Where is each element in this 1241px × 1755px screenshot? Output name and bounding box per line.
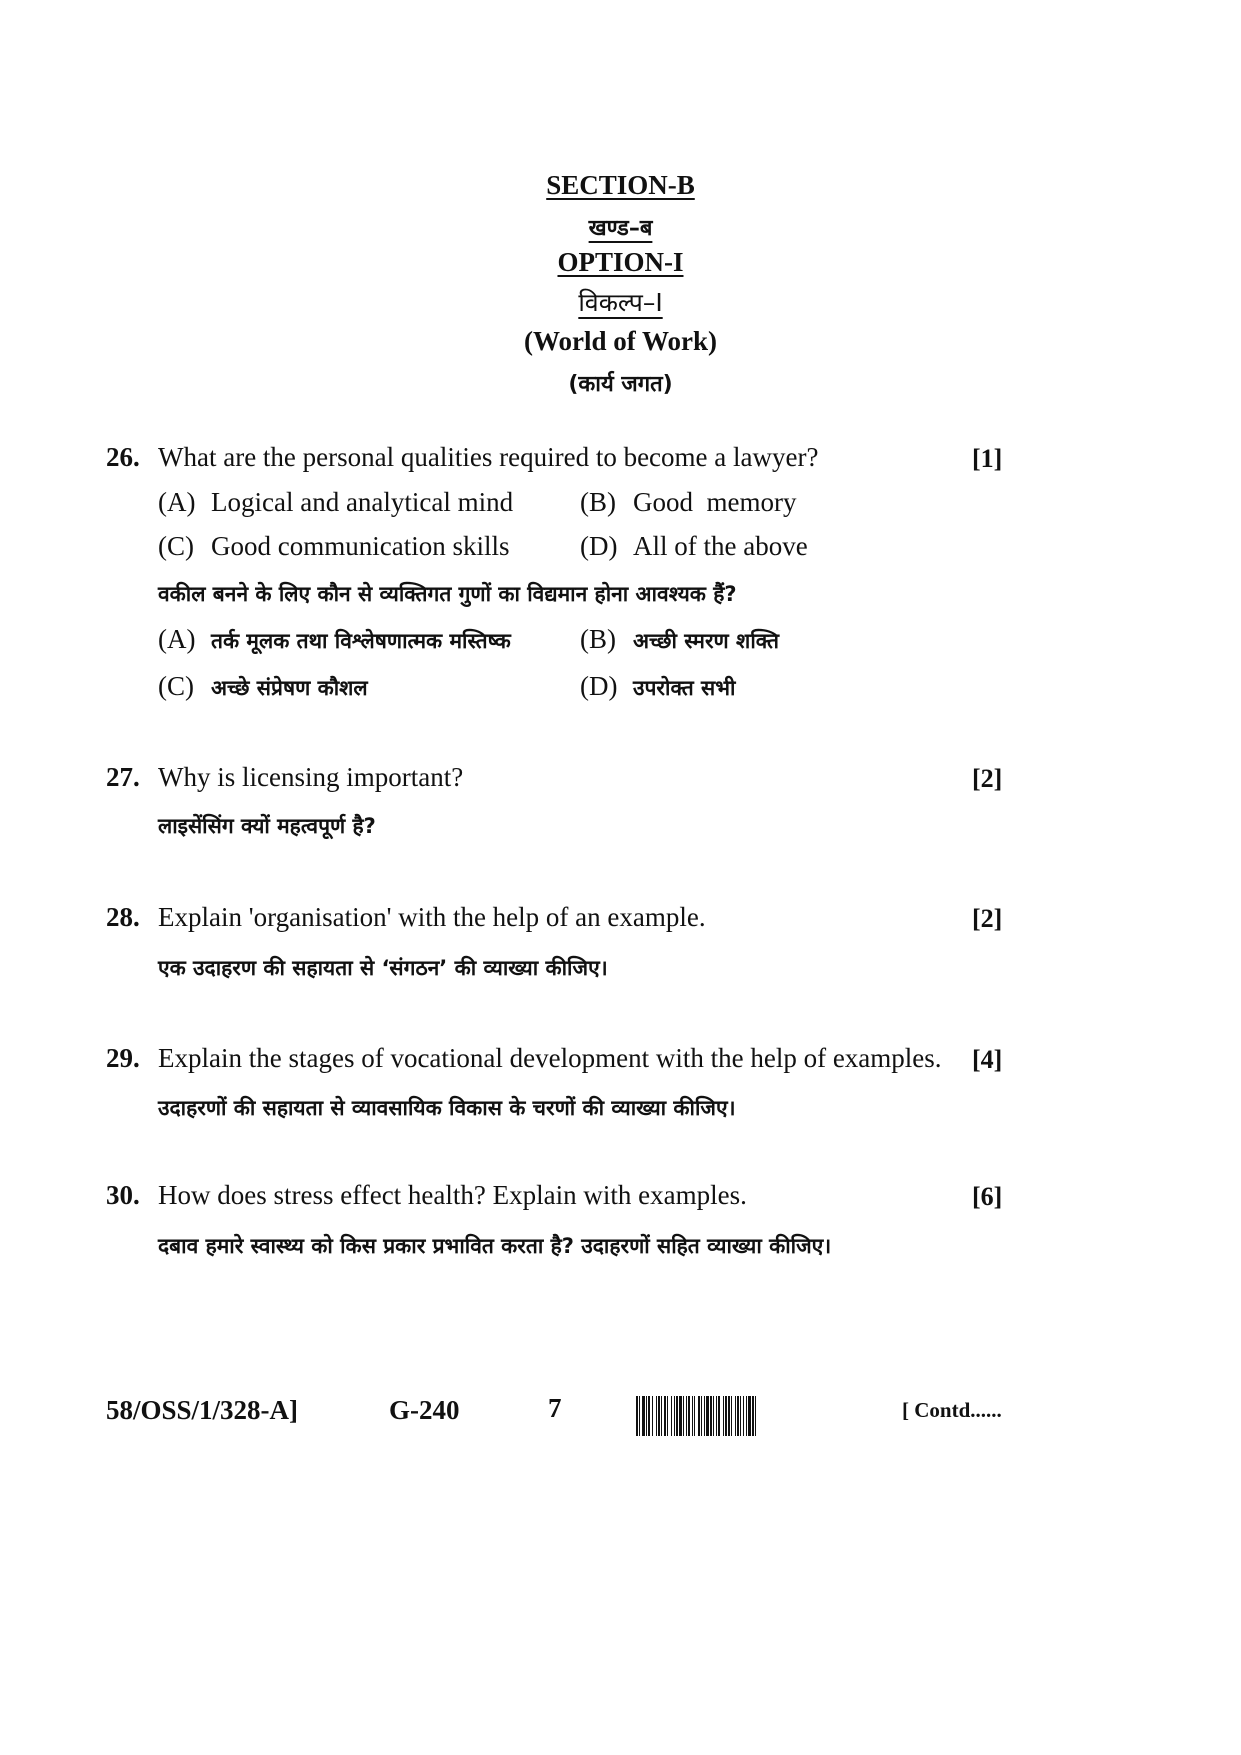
question-number: 27. — [106, 762, 140, 792]
question-text: How does stress effect health? Explain with examples. — [158, 1180, 747, 1210]
question-text-hindi: दबाव हमारे स्वास्थ्य को किस प्रकार प्रभावित करता है? उदाहरणों सहित व्याख्या कीजिए। — [158, 1234, 832, 1258]
question-number: 30. — [106, 1180, 140, 1210]
option-text-hindi: अच्छे संप्रेषण कौशल — [211, 676, 368, 700]
question-number: 28. — [106, 902, 140, 932]
barcode — [636, 1396, 876, 1436]
question-text: Explain 'organisation' with the help of an example. — [158, 902, 706, 932]
option-label: (C) — [158, 531, 194, 561]
option-text: Good memory — [633, 487, 797, 517]
section-heading: SECTION-B — [546, 170, 695, 200]
question-marks: [1] — [972, 444, 1003, 473]
option-heading-hindi: विकल्प–I — [578, 288, 663, 317]
option-text-hindi: उपरोक्त सभी — [633, 676, 736, 700]
option-label: (D) — [580, 531, 618, 561]
option-label: (D) — [580, 671, 618, 701]
question-text: What are the personal qualities required to become a lawyer? — [158, 442, 819, 472]
question-text-hindi: वकील बनने के लिए कौन से व्यक्तिगत गुणों का विद्यमान होना आवश्यक हैं? — [158, 582, 737, 606]
continued-marker: [ Contd...... — [902, 1398, 1002, 1422]
subject-title-hindi: (कार्य जगत) — [568, 372, 673, 397]
question-text: Explain the stages of vocational development with the help of examples. — [158, 1043, 942, 1073]
question-text-hindi: उदाहरणों की सहायता से व्यावसायिक विकास के चरणों की व्याख्या कीजिए। — [158, 1096, 736, 1120]
subject-title: (World of Work) — [523, 326, 717, 356]
option-text: Logical and analytical mind — [211, 487, 514, 517]
question-number: 26. — [106, 442, 140, 472]
option-text: All of the above — [633, 531, 808, 561]
option-text-hindi: तर्क मूलक तथा विश्लेषणात्मक मस्तिष्क — [211, 629, 511, 653]
question-marks: [2] — [972, 764, 1003, 793]
page-number: 7 — [548, 1393, 562, 1423]
question-marks: [2] — [972, 904, 1003, 933]
section-heading-hindi: खण्ड–ब — [588, 216, 653, 241]
question-marks: [6] — [972, 1182, 1003, 1211]
series-code: G-240 — [389, 1395, 460, 1425]
question-text: Why is licensing important? — [158, 762, 464, 792]
option-text: Good communication skills — [211, 531, 510, 561]
option-text-hindi: अच्छी स्मरण शक्ति — [633, 629, 779, 653]
question-text-hindi: एक उदाहरण की सहायता से ‘संगठन’ की व्याख्या कीजिए। — [158, 956, 608, 980]
option-label: (B) — [580, 624, 616, 654]
option-label: (A) — [158, 624, 196, 654]
paper-code: 58/OSS/1/328-A] — [106, 1395, 299, 1425]
option-heading: OPTION-I — [557, 247, 684, 277]
option-label: (C) — [158, 671, 194, 701]
option-label: (B) — [580, 487, 616, 517]
option-label: (A) — [158, 487, 196, 517]
question-text-hindi: लाइसेंसिंग क्यों महत्वपूर्ण है? — [158, 814, 376, 838]
question-marks: [4] — [972, 1045, 1003, 1074]
question-number: 29. — [106, 1043, 140, 1073]
